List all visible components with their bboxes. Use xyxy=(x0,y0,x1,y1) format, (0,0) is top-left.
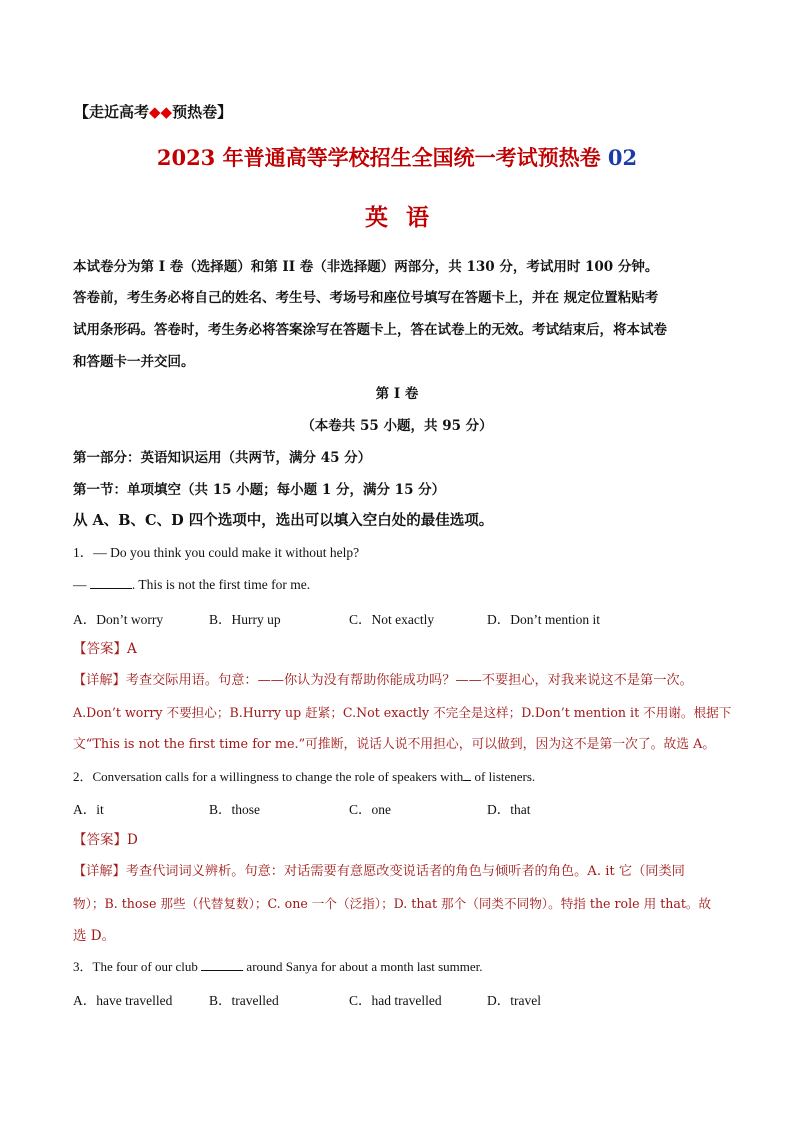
question-2-detail-1: 【详解】考查代词词义辨析。句意：对话需要有意愿改变说话者的角色与倾听者的角色。A. it 它（同类同 xyxy=(73,864,685,879)
question-3-option-a: A．have travelled xyxy=(73,993,173,1008)
question-2-stem-post: of listeners. xyxy=(471,769,536,784)
question-3-option-d: D．travel xyxy=(487,993,541,1008)
reply-dash: — xyxy=(73,577,90,592)
exam-title-number: 02 xyxy=(607,145,638,170)
question-1-option-a: A．Don’t worry xyxy=(73,612,164,627)
question-3-option-c: C．had travelled xyxy=(349,993,442,1008)
question-2-answer: 【答案】D xyxy=(73,832,138,848)
question-2-option-d: D．that xyxy=(487,802,531,817)
intro-line-2: 答卷前，考生务必将自己的姓名、考生号、考场号和座位号填写在答题卡上，并在 规定位置粘贴考 xyxy=(73,290,659,306)
volume-heading: 第 I 卷 xyxy=(375,386,419,402)
intro-line-4: 和答题卡一并交回。 xyxy=(73,354,195,370)
question-1-answer: 【答案】A xyxy=(73,641,137,657)
question-2-detail-2: 物）；B. those 那些（代替复数）；C. one 一个（泛指）；D. that 那个（同类不同物）。特指 the role 用 that。故 xyxy=(73,896,712,911)
question-1-reply xyxy=(73,575,743,595)
reply-text: . This is not the first time for me. xyxy=(131,577,311,592)
intro-line-1: 本试卷分为第 I 卷（选择题）和第 II 卷（非选择题）两部分，共 130 分，考试用时 100 分钟。 xyxy=(73,259,659,275)
exam-title-text: 2023 年普通高等学校招生全国统一考试预热卷 xyxy=(156,145,601,170)
question-2-detail-3: 选 D。 xyxy=(73,928,116,944)
question-2-stem xyxy=(73,767,743,787)
subject-title: 英语 xyxy=(365,204,447,231)
question-2-option-b: B．those xyxy=(209,802,261,817)
instruction-text: 从 A、B、C、D 四个选项中，选出可以填入空白处的最佳选项。 xyxy=(73,512,494,529)
exam-title xyxy=(0,142,794,172)
section-heading: 第一节：单项填空（共 15 小题；每小题 1 分，满分 15 分） xyxy=(73,482,446,498)
question-1-detail-3: 文“This is not the first time for me.”可推断，说话人说不用担心，可以做到，因为这不是第一次了。故选 A。 xyxy=(73,737,716,752)
question-3-option-b: B．travelled xyxy=(209,993,279,1008)
tag-left-text: 【走近高考 xyxy=(74,103,150,121)
answer-blank xyxy=(201,958,243,971)
question-1-stem: 1．— Do you think you could make it without help? xyxy=(73,545,360,560)
question-1-detail-1: 【详解】考查交际用语。句意：——你认为没有帮助你能成功吗？——不要担心，对我来说这不是第一次。 xyxy=(73,673,693,688)
question-1-option-c: C．Not exactly xyxy=(349,612,435,627)
question-3-stem-pre: 3．The four of our club xyxy=(73,959,202,974)
question-1-option-b: B．Hurry up xyxy=(209,612,281,627)
question-1-detail-2: A.Don’t worry 不要担心；B.Hurry up 赶紧；C.Not exactly 不完全是这样；D.Don’t mention it 不用谢。根据下 xyxy=(73,705,732,720)
intro-line-3: 试用条形码。答卷时，考生务必将答案涂写在答题卡上，答在试卷上的无效。考试结束后，将本试卷 xyxy=(73,322,667,338)
part-heading: 第一部分：英语知识运用（共两节，满分 45 分） xyxy=(73,450,372,466)
question-2-stem-pre: 2．Conversation calls for a willingness to change the role of speakers with xyxy=(73,769,464,784)
question-3-stem xyxy=(73,957,743,977)
volume-note: （本卷共 55 小题，共 95 分） xyxy=(301,418,493,434)
question-2-option-a: A．it xyxy=(73,802,104,817)
answer-blank xyxy=(90,576,132,589)
question-2-option-c: C．one xyxy=(349,802,391,817)
question-1-option-d: D．Don’t mention it xyxy=(487,612,600,627)
tag-right-text: 预热卷】 xyxy=(172,103,233,121)
diamond-icons: ◆◆ xyxy=(149,103,173,121)
question-3-stem-post: around Sanya for about a month last summer. xyxy=(243,959,483,974)
paper-tag xyxy=(74,101,232,122)
